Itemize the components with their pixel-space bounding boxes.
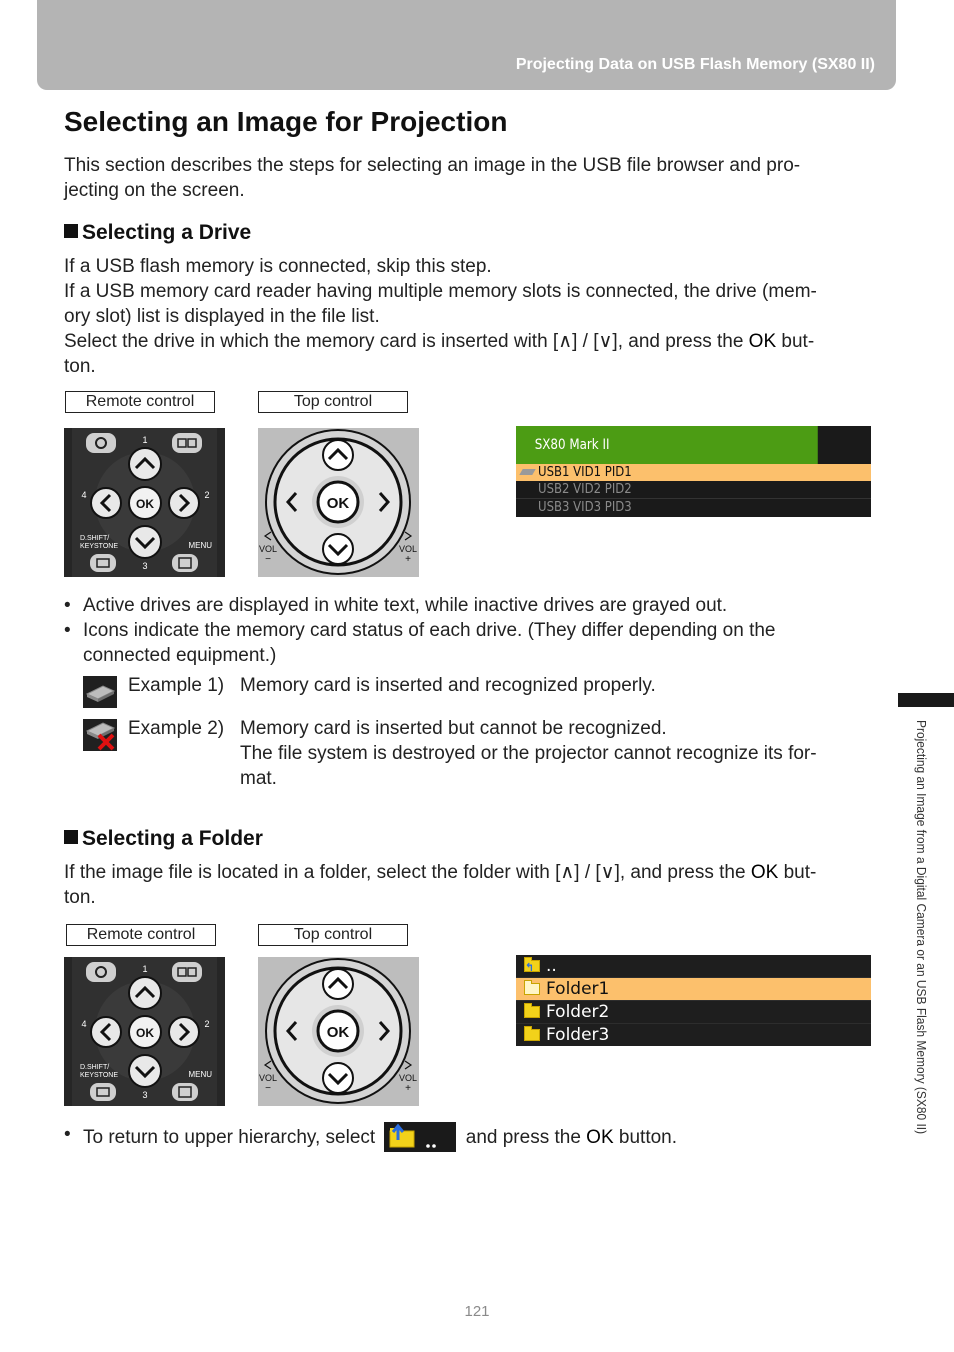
folder-item[interactable]: Folder3 [516, 1024, 871, 1046]
top-control-image [258, 957, 419, 1106]
folder-list-screen [516, 955, 871, 1046]
top-control-label: Top control [258, 391, 408, 413]
remote-control-label: Remote control [65, 391, 215, 413]
vol-right-label: VOL [398, 1073, 418, 1083]
remote-control-graphic [64, 957, 225, 1106]
drive-notes [64, 593, 864, 668]
up-arrow-icon: ↰ [525, 961, 535, 974]
remote-control-label: Remote control [66, 924, 216, 946]
top-control-image [258, 428, 419, 577]
drive-section-heading: Selecting a Drive [64, 221, 251, 245]
top-ok-label: OK [326, 1024, 350, 1041]
example-2-label: Example 2) [128, 718, 225, 739]
vol-minus-label: − [265, 1083, 271, 1094]
card-error-icon [83, 719, 117, 751]
running-header: Projecting Data on USB Flash Memory (SX80 II) [515, 56, 875, 73]
upper-folder-icon [384, 1122, 456, 1152]
header-band [37, 0, 896, 90]
drive-text-1: If a USB flash memory is connected, skip this step. [64, 256, 492, 277]
top-control-graphic [258, 957, 419, 1106]
keystone-label-1: D.SHIFT/ [80, 535, 110, 542]
drive-list-screen [516, 426, 871, 517]
vol-right-label: VOL [398, 544, 418, 554]
key-number-3: 3 [142, 1090, 148, 1100]
drive-text-3b: ton. [64, 356, 96, 377]
folder-note [64, 1122, 864, 1152]
drive-text-2b: ory slot) list is displayed in the file list. [64, 306, 380, 327]
key-number-2: 2 [204, 1019, 210, 1029]
menu-label: MENU [188, 541, 212, 550]
vol-plus-label: + [405, 1083, 411, 1094]
drive-item[interactable]: USB2 VID2 PID2 [538, 482, 632, 497]
remote-control-image [64, 428, 225, 577]
card-recognized-icon [83, 676, 117, 708]
intro-line-2: jecting on the screen. [64, 180, 245, 201]
vol-left-label: VOL [258, 544, 278, 554]
note-active-drives: • Active drives are displayed in white text, while inactive drives are grayed out. [64, 593, 864, 618]
drive-text-3a: Select the drive in which the memory card is inserted with [∧] / [∨], and press the OK but- [64, 331, 815, 352]
menu-label: MENU [188, 1070, 212, 1079]
folder-text-1b: ton. [64, 887, 96, 908]
ok-key-label: OK [136, 1026, 154, 1040]
page-title: Selecting an Image for Projection [64, 106, 508, 137]
intro-paragraph [64, 153, 876, 203]
drive-item-selected[interactable]: USB1 VID1 PID1 [516, 464, 871, 481]
key-number-1: 1 [142, 435, 148, 445]
square-bullet-icon [64, 224, 78, 238]
drive-paragraph [64, 254, 876, 379]
remote-control-graphic [64, 428, 225, 577]
folder-up-item[interactable]: .. ↰ [516, 955, 871, 978]
drive-item[interactable]: USB3 VID3 PID3 [516, 498, 871, 516]
top-ok-label: OK [326, 495, 350, 512]
chapter-side-text: Projecting an Image from a Digital Camera or an USB Flash Memory (SX80 II) [914, 720, 929, 1135]
chapter-tab [898, 693, 954, 707]
example-1-label: Example 1) [128, 675, 225, 696]
note-upper-hierarchy: • To return to upper hierarchy, select and press the OK button. [64, 1122, 864, 1152]
key-number-4: 4 [81, 1019, 87, 1029]
square-bullet-icon [64, 830, 78, 844]
keystone-label-1: D.SHIFT/ [80, 1064, 110, 1071]
folder-icon [524, 983, 540, 995]
osd-title: SX80 Mark II [516, 426, 818, 464]
example-1-text: Memory card is inserted and recognized properly. [240, 675, 656, 696]
keystone-label-2: KEYSTONE [80, 543, 118, 550]
vol-minus-label: − [265, 554, 271, 565]
intro-line-1: This section describes the steps for selecting an image in the USB file browser and pro- [64, 155, 801, 176]
top-control-graphic [258, 428, 419, 577]
folder-item[interactable]: Folder2 [516, 1001, 871, 1024]
page-number: 121 [464, 1303, 490, 1320]
folder-item-selected[interactable]: Folder1 [516, 978, 871, 1001]
key-number-3: 3 [142, 561, 148, 571]
ok-key-label: OK [136, 497, 154, 511]
vol-left-label: VOL [258, 1073, 278, 1083]
folder-icon [524, 1029, 540, 1041]
folder-paragraph [64, 860, 876, 910]
folder-section-heading: Selecting a Folder [64, 827, 263, 851]
key-number-4: 4 [81, 490, 87, 500]
folder-text-1a: If the image file is located in a folder, select the folder with [∧] / [∨], and press the OK but- [64, 862, 817, 883]
drive-text-2a: If a USB memory card reader having multiple memory slots is connected, the drive (mem- [64, 281, 817, 302]
folder-icon [524, 1006, 540, 1018]
key-number-2: 2 [204, 490, 210, 500]
vol-plus-label: + [405, 554, 411, 565]
top-control-label: Top control [258, 924, 408, 946]
key-number-1: 1 [142, 964, 148, 974]
example-2-text: Memory card is inserted but cannot be recognized. The file system is destroyed or the projector cannot recognize its for- mat. [240, 718, 817, 789]
drive-card-icon [519, 469, 535, 475]
remote-control-image [64, 957, 225, 1106]
note-icons: • Icons indicate the memory card status of each drive. (They differ depending on the connected equipment.) [64, 618, 864, 668]
keystone-label-2: KEYSTONE [80, 1072, 118, 1079]
